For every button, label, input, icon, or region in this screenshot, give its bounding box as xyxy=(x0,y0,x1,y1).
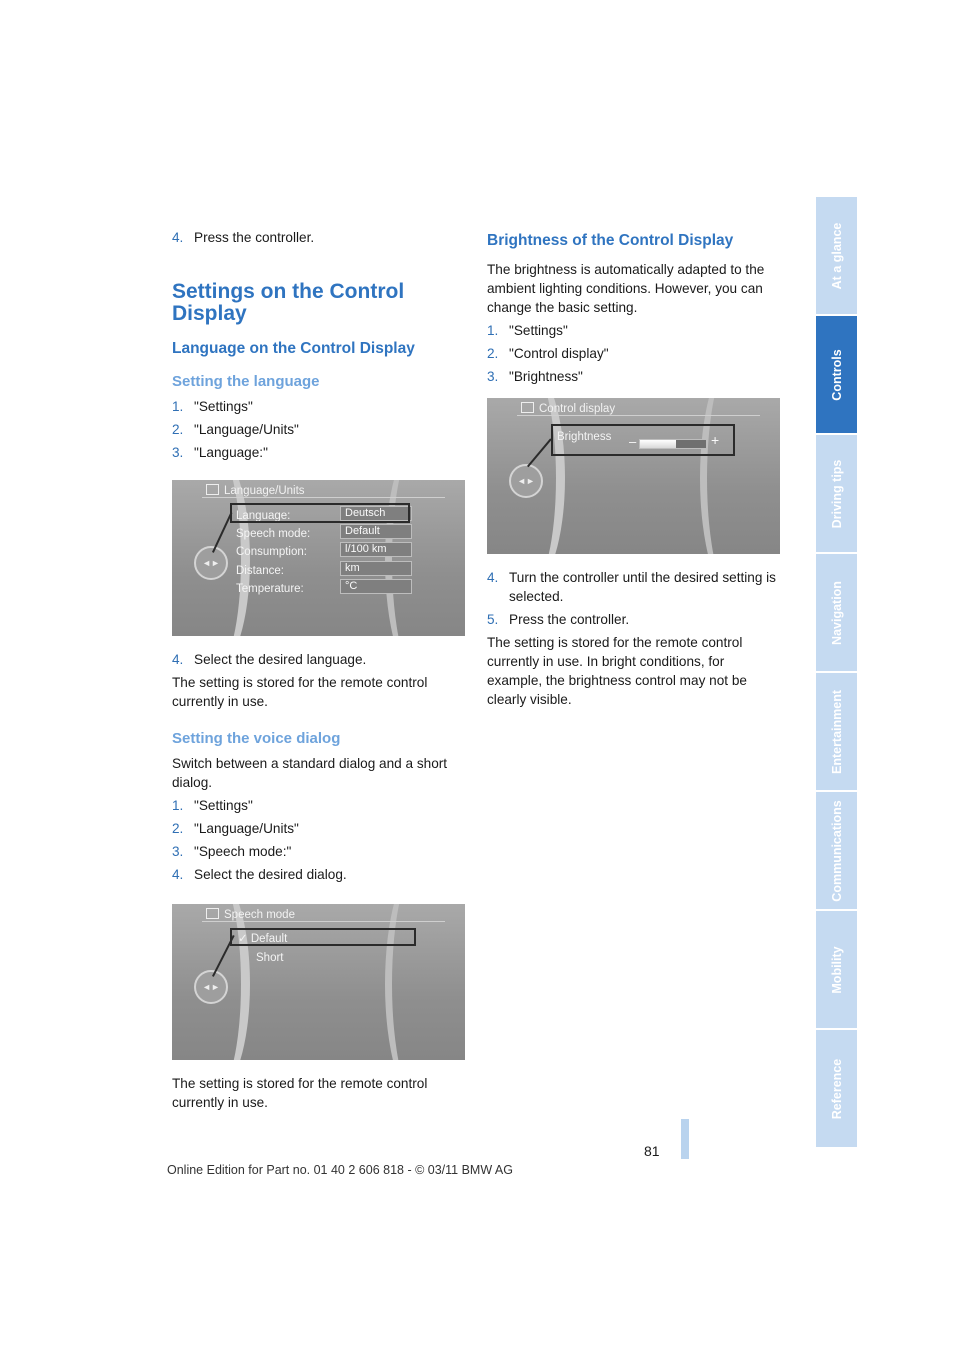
tab-label: Navigation xyxy=(829,580,844,645)
option-short xyxy=(256,949,284,968)
tab-communications[interactable] xyxy=(816,792,857,911)
row-label: Consumption: xyxy=(236,546,307,558)
row-label: Distance: xyxy=(236,565,284,577)
step-text: "Language:" xyxy=(194,445,268,460)
divider xyxy=(517,415,760,416)
step-item xyxy=(172,796,466,815)
step-item xyxy=(487,367,781,386)
step-number: 1. xyxy=(172,399,184,414)
subsection-title: Language on the Control Display xyxy=(172,340,415,357)
step-number: 4. xyxy=(487,570,499,585)
step-item xyxy=(172,842,466,861)
minus-icon: – xyxy=(629,434,637,449)
step-item xyxy=(172,420,466,439)
step-press-controller xyxy=(172,228,466,247)
step-item xyxy=(172,443,466,462)
tab-label: Entertainment xyxy=(829,689,844,774)
step-text: Press the controller. xyxy=(194,230,315,245)
intro-text: The brightness is automatically adapted to the ambient lighting conditions. However, you can change the basic setting. xyxy=(487,262,765,315)
row-value: °C xyxy=(340,579,412,594)
step-number: 2. xyxy=(172,821,184,836)
step-number: 3. xyxy=(487,369,499,384)
selection-frame xyxy=(551,424,735,456)
chapter-tabs xyxy=(816,197,857,1149)
screen-title xyxy=(206,482,305,501)
tab-controls[interactable] xyxy=(816,316,857,435)
step-text: "Language/Units" xyxy=(194,821,299,836)
controller-knob-icon: ◄► xyxy=(194,546,228,580)
intro-text: Switch between a standard dialog and a short dialog. xyxy=(172,756,448,790)
step-item xyxy=(172,865,466,884)
row-value: km xyxy=(340,561,412,576)
divider xyxy=(202,497,445,498)
divider xyxy=(202,921,445,922)
step-text: "Settings" xyxy=(509,323,568,338)
tab-navigation[interactable] xyxy=(816,554,857,673)
step-text: Press the controller. xyxy=(509,612,630,627)
step-number: 1. xyxy=(487,323,499,338)
display-arc-right xyxy=(700,398,770,554)
step-text: "Speech mode:" xyxy=(194,844,292,859)
controller-knob-icon: ◄► xyxy=(194,970,228,1004)
step-text: Turn the controller until the desired setting is selected. xyxy=(509,570,776,604)
menu-icon xyxy=(206,484,219,495)
tab-at-a-glance[interactable] xyxy=(816,197,857,316)
screen-title-text: Control display xyxy=(539,403,616,415)
brightness-heading: Brightness of the Control Display xyxy=(487,232,734,249)
control-display-screenshot xyxy=(487,398,780,554)
plus-icon: + xyxy=(711,432,720,448)
step-number: 3. xyxy=(172,445,184,460)
menu-icon xyxy=(521,402,534,413)
step-item xyxy=(487,321,781,340)
option-label: Short xyxy=(256,952,284,964)
tab-label: Reference xyxy=(829,1058,844,1119)
step-text: "Settings" xyxy=(194,798,253,813)
note-text: The setting is stored for the remote control currently in use. xyxy=(172,1076,428,1110)
right-column xyxy=(487,228,781,713)
row-value: l/100 km xyxy=(340,542,412,557)
footer-text: Online Edition for Part no. 01 40 2 606 818 - © 03/11 BMW AG xyxy=(167,1163,513,1177)
menu-icon xyxy=(206,908,219,919)
note-text: The setting is stored for the remote control currently in use. In bright conditions, for example, the brightness control may not be clearly visible. xyxy=(487,635,747,707)
step-item xyxy=(172,819,466,838)
step-item xyxy=(172,397,466,416)
step-number: 2. xyxy=(172,422,184,437)
tab-label: At a glance xyxy=(829,222,844,289)
speech-mode-screenshot xyxy=(172,904,465,1060)
footer-marker xyxy=(681,1119,689,1159)
screen-title-text: Speech mode xyxy=(224,909,295,921)
selection-frame xyxy=(230,928,416,946)
step-text: "Brightness" xyxy=(509,369,583,384)
row-value: Deutsch xyxy=(340,506,412,521)
note-text: The setting is stored for the remote control currently in use. xyxy=(172,675,428,709)
step-number: 1. xyxy=(172,798,184,813)
step-text: "Language/Units" xyxy=(194,422,299,437)
row-label: Language: xyxy=(236,510,291,522)
step-number: 5. xyxy=(487,612,499,627)
tab-label: Controls xyxy=(829,348,844,401)
selection-frame xyxy=(230,503,410,523)
row-label: Temperature: xyxy=(236,583,304,595)
step-item xyxy=(487,610,781,629)
section-title: Settings on the Control Display xyxy=(172,280,405,325)
step-text: "Control display" xyxy=(509,346,609,361)
tab-label: Driving tips xyxy=(829,459,844,528)
tab-driving-tips[interactable] xyxy=(816,435,857,554)
tab-entertainment[interactable] xyxy=(816,673,857,792)
step-number: 4. xyxy=(172,230,184,245)
step-item xyxy=(487,344,781,363)
step-number: 4. xyxy=(172,652,184,667)
step-number: 2. xyxy=(487,346,499,361)
step-text: "Settings" xyxy=(194,399,253,414)
row-label: Speech mode: xyxy=(236,528,311,540)
step-number: 4. xyxy=(172,867,184,882)
tab-reference[interactable] xyxy=(816,1030,857,1149)
step-text: Select the desired dialog. xyxy=(194,867,347,882)
controller-knob-icon: ◄► xyxy=(509,464,543,498)
tab-label: Communications xyxy=(829,799,844,902)
step-item xyxy=(172,650,466,669)
tab-mobility[interactable] xyxy=(816,911,857,1030)
check-icon: ✓ xyxy=(238,933,248,945)
step-item xyxy=(487,568,781,606)
step-number: 3. xyxy=(172,844,184,859)
screen-title xyxy=(206,906,295,925)
row-label: Brightness xyxy=(557,431,612,443)
left-column xyxy=(172,228,466,1116)
screen-title xyxy=(521,400,615,419)
tab-label: Mobility xyxy=(829,945,844,994)
language-units-screenshot xyxy=(172,480,465,636)
step-text: Select the desired language. xyxy=(194,652,367,667)
page-number: 81 xyxy=(644,1143,660,1159)
row-value: Default xyxy=(340,524,412,539)
voice-dialog-heading: Setting the voice dialog xyxy=(172,730,341,747)
setting-language-heading: Setting the language xyxy=(172,373,320,390)
option-label: Default xyxy=(250,933,288,945)
screen-title-text: Language/Units xyxy=(224,485,305,497)
